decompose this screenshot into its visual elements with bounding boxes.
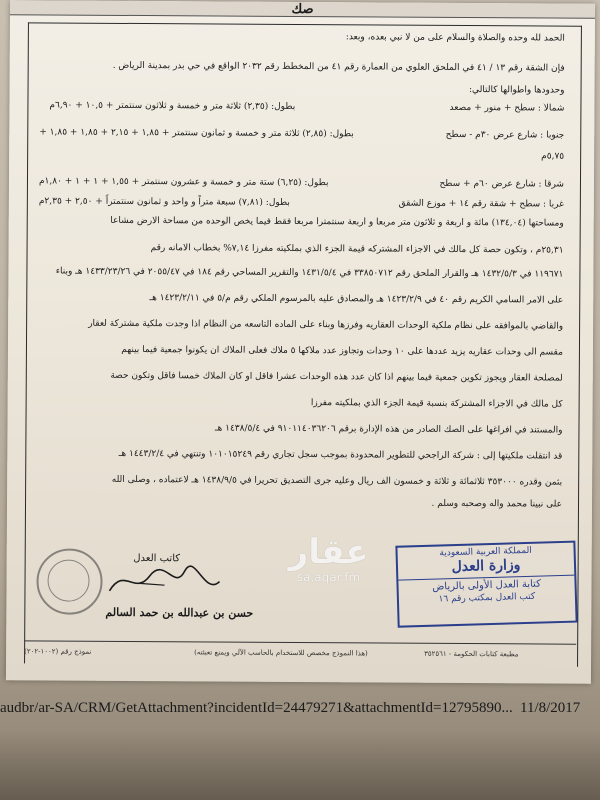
document-header [10, 0, 595, 19]
north-length: بطول: (٢,٣٥) ثلاثة متر و خمسة و ثلاثون سنتمتر + ١٠,٥ + ٦,٩٠م [49, 100, 296, 112]
law-line-4: كل مالك في الاجزاء المشتركة بنسبة قيمة الجزء الذي بملكيته مفرزا [310, 398, 563, 410]
document-title: صك [291, 1, 314, 18]
footer-form-number: نموذج رقم (١٠٠٢-٢٠٢) [24, 647, 92, 656]
notary-label: كاتب العدل [133, 552, 181, 565]
printed-date: 11/8/2017 [520, 700, 581, 716]
stamp-ministry: وزارة العدل [451, 557, 521, 576]
south-length-continued: ٥,٧٥م [541, 151, 565, 162]
price-line: بثمن وقدره ٣٥٣٠٠٠ ثلاثمائة و ثلاثة و خمسون ألف ريال وعليه جرى التصديق تحريراً في ١٤٣٨/٩/٥ هـ لاعتماده ، وصلى الله [111, 474, 563, 488]
stamp-country: المملكة العربية السعودية [439, 545, 532, 559]
source-deed-line: والمستند في افراغها على الصك الصادر من هذه الإدارة برقم ٩١٠١١٤٠٣٦٢٠٦ في ١٤٣٨/٥/٤ هـ [214, 423, 563, 436]
area-line: ومساحتها (١٣٤,٠٤) مائة و أربعة و ثلاثون متر مربعاً و أربعة سنتمتراً مربعاً فقط فيما يخص الوحده من مساحة الارض مشاعاً [110, 215, 564, 229]
south-length: بطول: (٢,٨٥) ثلاثة متر و خمسة و ثمانون سنتمتر + ١,٨٥ + ٢,١٥ + ١,٨٥ + ١,٨٥ + [39, 127, 354, 140]
references-line: ١١٩٦٧١ في ١٤٣٢/٥/٣ هـ والقرار الملحق رقم ٣٣٨٥٠٧١٢ في ١٤٣١/٥/٤ والتقرير المساحي رقم ١٨٤ في ٢٠٥٥/٤٧ في ١٤٣٣/٢٣/٢٦ هـ وبناء [55, 266, 564, 280]
west-length: بطول: (٧,٨١) سبعة متراً و واحد و ثمانون سنتمتراً + ٢,٥٠ + ٢,٣٥م [38, 196, 290, 208]
east-length: بطول: (٦,٢٥) ستة متر و خمسة و عشرون سنتمتر + ١,٥٥ + ١ + ١ + ١,٨٠م [38, 176, 329, 189]
stamp-desk: كتب العدل بمكتب رقم ١٦ [438, 591, 536, 605]
north-boundary: شمالاً : سطح + منور + مصعد [449, 102, 565, 114]
watermark-domain: sa.aqar.fm [296, 569, 361, 585]
law-line-3: لمصلحة العقار ويجوز تكوين جمعية فيما بينهم اذا كان عدد هذه الوحدات عشرا فاقل او كان الملاك خمسا فاقل وتكون حصة [110, 370, 563, 384]
footer-note: (هذا النموذج مخصص للاستخدام بالحاسب الآلي ويمنع تعبئته) [194, 648, 368, 658]
west-boundary: غرباً : سطح + شقة رقم ١٤ + موزع الشقق [398, 198, 564, 210]
royal-order-line: على الامر السامي الكريم رقم ٤٠ في ١٤٢٣/٢/٩ هـ والمصادق عليه بالمرسوم الملكي رقم م/٥ في ١٤٢٣/٢/١١ هـ [149, 293, 564, 306]
watermark [269, 531, 389, 585]
south-boundary: جنوباً : شارع عرض ٣٠م - سطح [445, 129, 565, 141]
document-footer [24, 640, 576, 664]
boundaries-heading: وحدودها وأطوالها كالتالي: [469, 85, 565, 96]
footer-printer: مطبعة كتابات الحكومة - ٣٥٢٥٦١ [424, 649, 519, 659]
signature-icon [104, 561, 224, 602]
share-line: ٢٥,٣١م ، وتكون حصة كل مالك في الاجزاء المشتركه قيمة الجزء الذي بملكيته مفرزاً ٧,١٤% بخطاب الامانه رقم [150, 243, 564, 256]
ministry-stamp [395, 541, 577, 628]
deed-document [6, 0, 595, 684]
bottom-shadow [0, 730, 600, 800]
stamp-office: كتابة العدل الأولى بالرياض [398, 575, 574, 594]
watermark-logo: عقار [288, 531, 369, 573]
opening-line: الحمد لله وحده والصلاة والسلام على من لا نبي بعده، وبعد: [345, 32, 565, 44]
printed-url: audbr/ar-SA/CRM/GetAttachment?incidentId=24479271&attachmentId=12795890... [0, 700, 513, 716]
notary-name: حسن بن عبدالله بن حمد السالم [105, 605, 254, 620]
round-seal-icon [36, 548, 102, 614]
transfer-line: قد انتقلت ملكيتها إلى : شركة الراجحي للتطوير المحدودة بموجب سجل تجاري رقم ١٠١٠١٥٢٤٩ وتنتهي في ١٤٤٣/٢/٤ هـ [118, 448, 563, 462]
property-description: فإن الشقة رقم ١٣ / ٤١ في الملحق العلوي من العمارة رقم ٤١ من المخطط رقم ٢٠٣٢ الواقع في حي بدر بمدينة الرياض . [112, 60, 565, 74]
law-line-1: والقاضي بالموافقه على نظام ملكية الوحدات العقاريه وفرزها وبناء على الماده التاسعه من النظام اذا وجدت ملكية مشتركة لعقار [88, 318, 564, 332]
closing-line: على نبينا محمد وآله وصحبه وسلم . [431, 498, 563, 510]
east-boundary: شرقاً : شارع عرض ٦٠م + سطح [439, 178, 564, 190]
law-line-2: مقسم الى وحدات عقاريه يزيد عددها على ١٠ وحدات وتجاوز عدد ملاكها ٥ ملاك فعلى الملاك أن يكونوا جمعية فيما بينهم [121, 344, 563, 358]
